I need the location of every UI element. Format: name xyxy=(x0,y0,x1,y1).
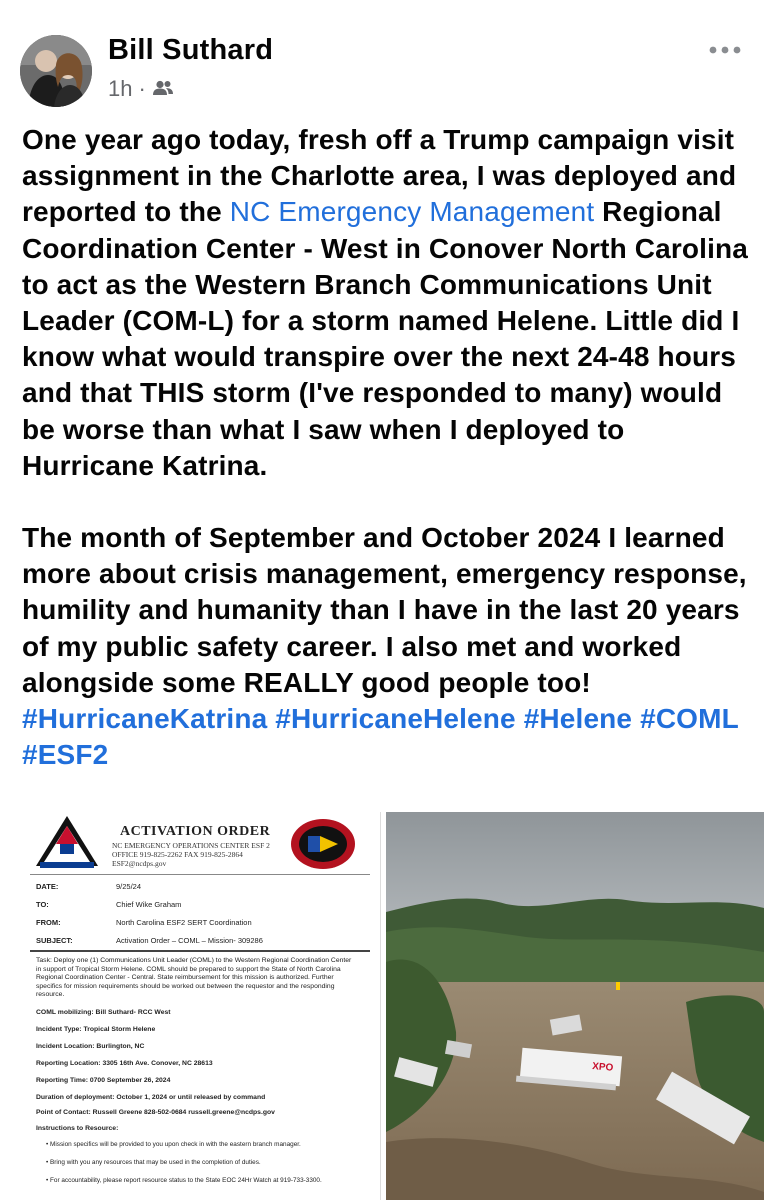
post-text-segment: Regional Coordination Center - West in Conover North Carolina to act as the Western Branch Communications Unit Leader (COM-L) for a storm named Helene. Little did I know what would transpire over the next 24-48 hours and that THIS storm (I've responded to many) would be worse than what I saw when I deployed to Hurricane Katrina. xyxy=(22,196,748,481)
field-label: FROM: xyxy=(36,918,61,927)
author-name[interactable]: Bill Suthard xyxy=(108,34,274,66)
xpo-label: XPO xyxy=(591,1061,614,1074)
duration: Duration of deployment: October 1, 2024 or until released by command xyxy=(36,1094,266,1101)
post-text-segment: The month of September and October 2024 I learned more about crisis management, emergency response, humility and humanity than I have in the last 20 years of my public safety career. I also met and worked alongside some REALLY good people too! xyxy=(22,522,747,698)
reporting-time: Reporting Time: 0700 September 26, 2024 xyxy=(36,1077,171,1084)
post-images xyxy=(0,812,764,1200)
post-text-segment: One year ago today, fresh off a Trump campaign visit assignment in the Charlotte area, I was deployed and reported to the xyxy=(22,124,737,228)
document-subheader-line: OFFICE 919-825-2262 FAX 919-825-2864 xyxy=(112,850,243,859)
hashtag-link[interactable]: #Helene xyxy=(523,703,633,735)
instruction-item: • Bring with you any resources that may be used in the completion of duties. xyxy=(46,1159,261,1166)
field-label: TO: xyxy=(36,900,49,909)
field-label: DATE: xyxy=(36,882,59,891)
post-meta xyxy=(108,76,174,102)
hashtag-link[interactable]: #HurricaneHelene xyxy=(275,703,516,735)
instruction-item: • Mission specifics will be provided to you upon check in with the eastern branch manager. xyxy=(46,1141,301,1148)
incident-type: Incident Type: Tropical Storm Helene xyxy=(36,1026,156,1033)
friends-icon xyxy=(152,76,174,102)
field-label: SUBJECT: xyxy=(36,936,73,945)
date-field xyxy=(36,882,141,891)
subject-field xyxy=(36,936,263,945)
hashtag-link[interactable]: #HurricaneKatrina xyxy=(22,703,268,735)
post-paragraph-1 xyxy=(22,122,752,484)
document-subheader xyxy=(112,841,270,868)
document-title: ACTIVATION ORDER xyxy=(120,824,271,839)
document-subheader-line: ESF2@ncdps.gov xyxy=(112,859,167,868)
meta-separator: · xyxy=(138,76,146,101)
instruction-text: For accountability, please report resource status to the State EOC 24Hr Watch at 919-733-3300. xyxy=(50,1177,322,1184)
field-value: 9/25/24 xyxy=(116,882,142,891)
post-text xyxy=(22,122,752,773)
instruction-text: Bring with you any resources that may be used in the completion of duties. xyxy=(50,1159,261,1166)
document-divider xyxy=(30,950,370,952)
avatar[interactable] xyxy=(20,35,92,107)
field-value: Activation Order – COML – Mission- 309286 xyxy=(116,936,263,945)
incident-location: Incident Location: Burlington, NC xyxy=(36,1043,145,1050)
reporting-location: Reporting Location: 3305 16th Ave. Conover, NC 28613 xyxy=(36,1060,213,1067)
activation-order-image[interactable] xyxy=(0,812,381,1200)
to-field xyxy=(36,900,181,909)
nc-emergency-management-logo xyxy=(34,814,100,870)
instruction-text: Mission specifics will be provided to you upon check in with the eastern branch manager. xyxy=(50,1141,301,1148)
coml-mobilizing: COML mobilizing: Bill Suthard- RCC West xyxy=(36,1009,171,1016)
field-value: North Carolina ESF2 SERT Coordination xyxy=(116,918,252,927)
post-time[interactable]: 1h xyxy=(108,76,133,101)
post-header xyxy=(0,0,764,120)
paragraph-gap xyxy=(22,484,752,520)
instruction-item: • For accountability, please report resource status to the State EOC 24Hr Watch at 919-733-3300. xyxy=(46,1177,322,1184)
post-paragraph-2 xyxy=(22,520,752,773)
document-divider xyxy=(30,874,370,875)
task-text: Task: Deploy one (1) Communications Unit Leader (COML) to the Western Regional Coordination Center in support of Tropical Storm Helene. COML should be prepared to support the State of North Carolina Regional Coordination Center - Central. State reimbursement for this mission is authorized. Further specifics for mission requirements should be worked out between the requestor and the responding resource. xyxy=(36,957,352,999)
nc-emergency-management-link[interactable]: NC Emergency Management xyxy=(229,196,595,228)
document-subheader-line: NC EMERGENCY OPERATIONS CENTER ESF 2 xyxy=(112,841,270,850)
hashtag-link[interactable]: #COML xyxy=(640,703,739,735)
instructions-heading: Instructions to Resource: xyxy=(36,1125,119,1132)
field-value: Chief Wike Graham xyxy=(116,900,182,909)
nc-tactical-communications-logo xyxy=(290,818,356,870)
from-field xyxy=(36,918,252,927)
point-of-contact: Point of Contact: Russell Greene 828-502-0684 russell.greene@ncdps.gov xyxy=(36,1109,275,1116)
more-dots-icon[interactable] xyxy=(708,42,742,58)
hashtag-link[interactable]: #ESF2 xyxy=(22,739,109,771)
flood-photo[interactable] xyxy=(386,812,764,1200)
